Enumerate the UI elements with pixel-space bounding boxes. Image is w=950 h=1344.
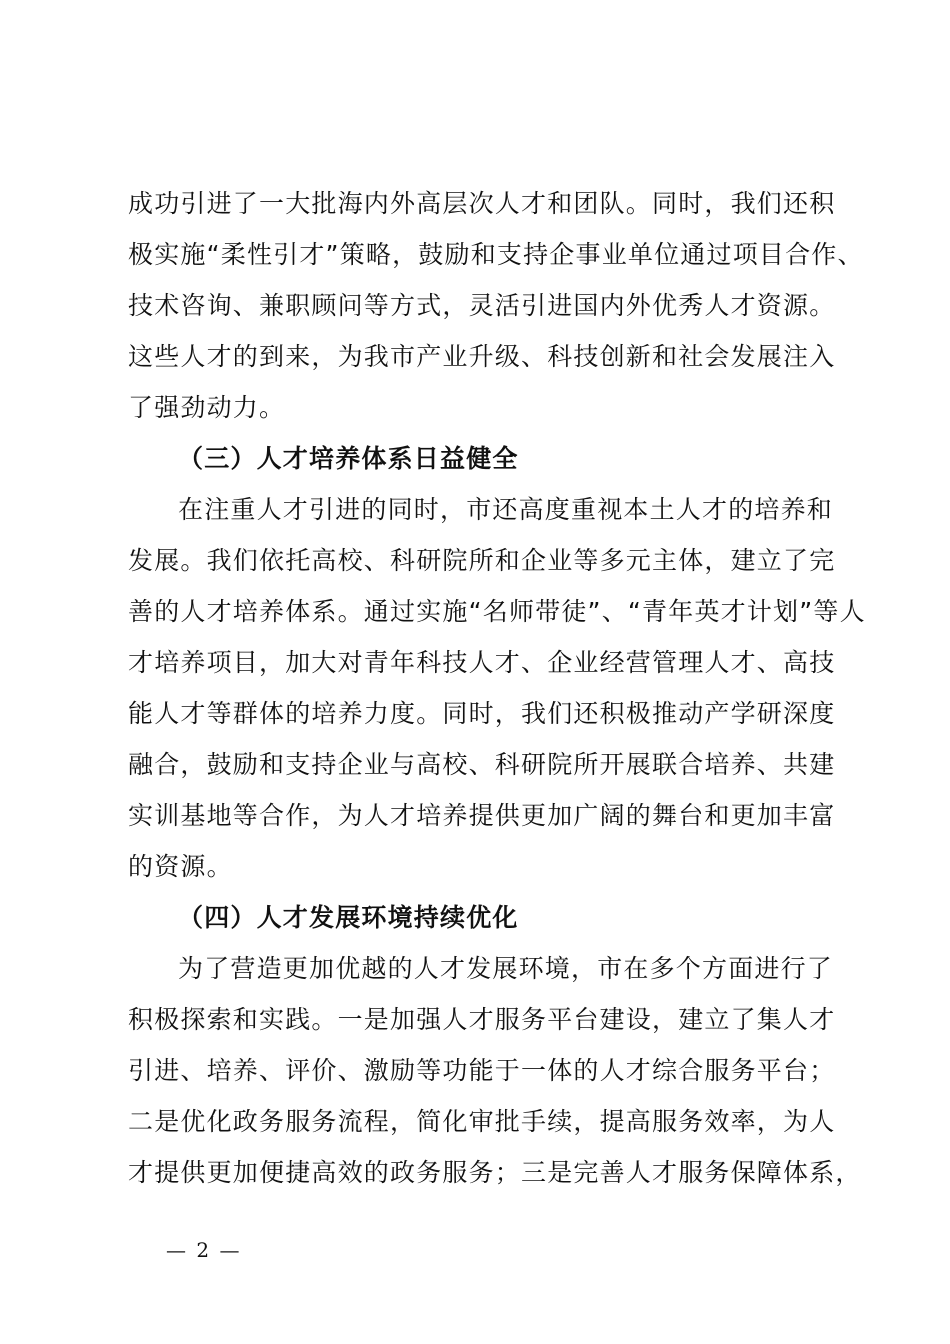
text-line: 这些人才的到来，为我市产业升级、科技创新和社会发展注入 [128,342,836,371]
body-text [128,178,866,1198]
text-line: 极实施“柔性引才”策略，鼓励和支持企事业单位通过项目合作、 [128,240,864,269]
section-heading-4: （四）人才发展环境持续优化 [178,903,519,932]
text-line: 融合，鼓励和支持企业与高校、科研院所开展联合培养、共建 [128,750,836,779]
text-line: 了强劲动力。 [128,393,286,422]
text-line: 实训基地等合作，为人才培养提供更加广阔的舞台和更加丰富 [128,801,836,830]
text-line: 在注重人才引进的同时，市还高度重视本土人才的培养和 [178,495,834,524]
text-line: 才提供更加便捷高效的政务服务；三是完善人才服务保障体系， [128,1158,862,1187]
section-heading-3: （三）人才培养体系日益健全 [178,444,519,473]
page-number: — 2 — [166,1238,242,1262]
text-line: 成功引进了一大批海内外高层次人才和团队。同时，我们还积 [128,189,836,218]
text-line: 积极探索和实践。一是加强人才服务平台建设，建立了集人才 [128,1005,836,1034]
text-line: 引进、培养、评价、激励等功能于一体的人才综合服务平台； [128,1056,836,1085]
text-line: 才培养项目，加大对青年科技人才、企业经营管理人才、高技 [128,648,836,677]
text-line: 二是优化政务服务流程，简化审批手续，提高服务效率，为人 [128,1107,836,1136]
text-line: 的资源。 [128,852,233,881]
text-line: 善的人才培养体系。通过实施“名师带徒”、“青年英才计划”等人 [128,597,866,626]
text-line: 技术咨询、兼职顾问等方式，灵活引进国内外优秀人才资源。 [128,291,836,320]
text-line: 发展。我们依托高校、科研院所和企业等多元主体，建立了完 [128,546,836,575]
text-line: 为了营造更加优越的人才发展环境，市在多个方面进行了 [178,954,834,983]
text-line: 能人才等群体的培养力度。同时，我们还积极推动产学研深度 [128,699,836,728]
